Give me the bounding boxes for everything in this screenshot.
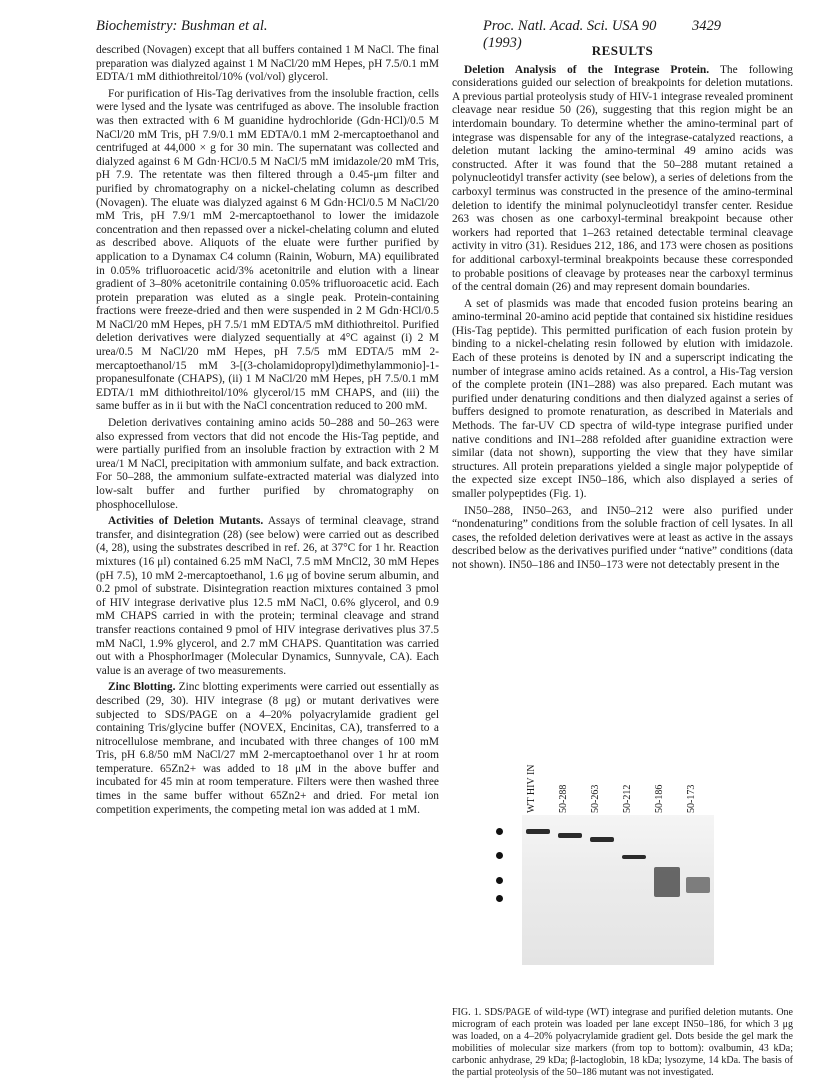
paragraph: IN50–288, IN50–263, and IN50–212 were also purified under “nondenaturing” conditions from the soluble fraction of cell lysates. In all cases, the refolded deletion derivatives were at least as active in the assays described below as the derivatives purified under “native” conditions (data not shown). IN50–186 and IN50–173 were not detectably present in the bbox=[452, 504, 793, 571]
figure-caption bbox=[452, 1007, 793, 1079]
left-column bbox=[96, 44, 439, 817]
lane-label: 50-212 bbox=[622, 784, 633, 813]
run-in-heading: Zinc Blotting. bbox=[108, 681, 176, 694]
gel-band-smear bbox=[686, 877, 710, 893]
figure-gel bbox=[482, 735, 728, 895]
paragraph: described (Novagen) except that all buffers contained 1 M NaCl. The final preparation was dialyzed against 1 M NaCl/20 mM Hepes, pH 7.5/0.1 mM EDTA/1 mM dithiothreitol/10% (vol/vol) glycerol. bbox=[96, 44, 439, 84]
gel-band bbox=[590, 837, 614, 842]
lane-label: 50-263 bbox=[590, 784, 601, 813]
caption-text: FIG. 1. SDS/PAGE of wild-type (WT) integrase and purified deletion mutants. One microgram of each protein was loaded per lane except IN50–186, for which 3 μg was loaded, on a 4–20% polyacrylamide gradient gel. Dots beside the gel mark the mobilities of molecular size markers (from top to bottom): ovalbumin, 43 kDa; carbonic anhydrase, 29 kDa; β-lactoglobin, 18 kDa; lysozyme, 14 kDa. The basis of the partial proteolysis of the 50–186 mutant was not investigated. bbox=[452, 1007, 793, 1078]
marker-dot bbox=[496, 895, 503, 902]
paragraph bbox=[96, 681, 439, 817]
run-in-heading: Deletion Analysis of the Integrase Protein. bbox=[464, 63, 710, 76]
paragraph: For purification of His-Tag derivatives from the insoluble fraction, cells were lysed and the lysate was centrifuged as above. The insoluble fraction was then extracted with 6 M guanidine hydrochloride (Gdn·HCl)/0.5 M NaCl/20 mM Tris, pH 7.9/0.1 mM EDTA/0.1 mM 2-mercaptoethanol and centrifuged at 44,000 × g for 30 min. The supernatant was collected and dialyzed against 6 M Gdn·HCl/0.5 M NaCl/5 mM imidazole/20 mM Tris, pH 7.9. The retentate was then filtered through a 0.45-μm filter and purified by chromatography on a nickel-chelating column as described (Novagen). The eluate was dialyzed against 6 M Gdn·HCl/0.5 M NaCl/20 mM Tris, pH 7.9/1 mM 2-mercaptoethanol to lower the imidazole concentration and then repassed over a nickel-chelating column and eluted as described above. Aliquots of the eluate were further purified by application to a Dynamax C4 column (Rainin, Woburn, MA) equilibrated in 0.05% trifluoroacetic acid/3% acetonitrile and elution with a linear gradient of 3–80% acetonitrile containing 0.05% trifluoroacetic acid. Each protein preparation was eluted as a single peak. Protein-containing fractions were freeze-dried and then were suspended in 2 M Gdn·HCl/0.5 M NaCl/20 mM Hepes, pH 7.5/1 mM EDTA/5 mM dithiothreitol. Purified deletion derivatives were dialyzed sequentially at 4°C against (i) 2 M urea/0.5 M NaCl/20 mM Hepes, pH 7.5/5 mM EDTA/5 mM 2-mercaptoethanol/15 mM 3-[(3-cholamidopropyl)dimethylammonio]-1-propanesulfonate (CHAPS), (ii) 1 M NaCl/20 mM Hepes, pH 7.5/0.1 mM EDTA/1 mM dithiothreitol/10% glycerol/15 mM CHAPS, and (iii) the same buffer as in ii but with the NaCl concentration reduced to 200 mM. bbox=[96, 87, 439, 413]
gel-band bbox=[526, 829, 550, 834]
gel-band-smear bbox=[654, 867, 680, 897]
gel-band bbox=[558, 833, 582, 838]
paragraph bbox=[96, 515, 439, 678]
lane-label: 50-186 bbox=[654, 784, 665, 813]
marker-dot bbox=[496, 877, 503, 884]
section-title: RESULTS bbox=[591, 43, 654, 58]
paragraph bbox=[452, 64, 793, 295]
paragraph-text: Zinc blotting experiments were carried out essentially as described (29, 30). HIV integrase (8 μg) or mutant derivatives were subjected to SDS/PAGE on a 4–20% polyacrylamide gradient gel containing Tris/glycine buffer (NOVEX, Encinitas, CA), transferred to a nitrocellulose membrane, and incubated with three changes of 100 mM Tris, pH 6.8/50 mM NaCl/27 mM 2-mercaptoethanol over 1 hr at room temperature. 65Zn2+ was added to 18 μM in the above buffer and incubated for 45 min at room temperature. Filters were then washed three times in the same buffer without 65Zn2+ and dried. For metal ion competition experiments, the competing metal ion was added at 1 mM. bbox=[96, 681, 439, 816]
gel-band bbox=[622, 855, 646, 859]
paragraph: A set of plasmids was made that encoded fusion proteins bearing an amino-terminal 20-amino acid peptide that contained six histidine residues (His-Tag peptide). This permitted purification of each fusion protein by binding to a nickel-chelating resin followed by elution with imidazole. Each of these proteins is denoted by IN and a superscript indicating the number of integrase amino acids retained. As a control, a His-Tag version of the complete protein (IN1–288) was also prepared. Each mutant was purified under denaturing conditions and then dialyzed against a series of buffers designed to promote renaturation, as described in Materials and Methods. The far-UV CD spectra of wild-type integrase purified under native conditions and IN1–288 refolded after guanidine extraction were similar (data not shown), supporting the view that they have similar structures. All protein preparations yielded a single major polypeptide of the expected size except IN50–186, which also displayed a series of smaller polypeptides (Fig. 1). bbox=[452, 297, 793, 500]
journal-citation: Proc. Natl. Acad. Sci. USA 90 (1993) bbox=[483, 18, 657, 51]
right-column bbox=[452, 44, 793, 573]
paragraph-text: Assays of terminal cleavage, strand transfer, and disintegration (28) (see below) were carried out as described (4, 28), using the substrates described in ref. 26, at 37°C for 1 hr. Reaction mixtures (16 μl) contained 6.25 mM NaCl, 7.5 mM MnCl2, 30 mM Hepes (pH 7.5), 10 mM 2-mercaptoethanol, 1.6 μg of bovine serum albumin, and 0.2 pmol of substrate. Disintegration reaction mixtures contained 3 pmol of HIV integrase derivative plus 12.5 mM NaCl, 0.6% glycerol, and 0.9 mM CHAPS carried in with the protein; terminal cleavage and strand transfer reactions contained 9 pmol of HIV integrase derivatives plus 37.5 mM NaCl, 1.9% glycerol, and 2.7 mM CHAPS. Quantitation was carried out with a PhosphorImager (Molecular Dynamics, Sunnyvale, CA). Each value is an average of two measurements. bbox=[96, 515, 439, 677]
lane-label: 50-288 bbox=[558, 784, 569, 813]
paragraph-text: The following considerations guided our selection of breakpoints for deletion mutations. A previous partial proteolysis study of HIV-1 integrase revealed prominent cleavage near residue 50 (26), suggesting that this region might be an interdomain boundary. To determine whether the amino-terminal part of integrase was dispensable for any of the integrase-catalyzed reactions, a deletion mutant lacking the amino-terminal 49 amino acids was constructed. After it was found that the 50–288 mutant retained a polynucleotidyl transfer activity (see below), a series of deletions from the carboxyl terminus was constructed in the presence of the amino-terminal deletion to identify the minimal polynucleotidyl transfer center. Residue 263 was chosen as one carboxyl-terminal breakpoint because other workers had reported that 1–263 retained detectable terminal cleavage activity in vitro (31). Residues 212, 186, and 173 were chosen as positions for additional carboxyl-terminal breakpoints because these corresponded to probable positions of cleavage by proteases near the carboxyl terminus of the central domain (26) and may represent domain boundaries. bbox=[452, 63, 793, 294]
marker-dot bbox=[496, 852, 503, 859]
run-in-heading: Activities of Deletion Mutants. bbox=[108, 515, 264, 528]
marker-dot bbox=[496, 828, 503, 835]
gel-image bbox=[522, 815, 714, 965]
paragraph: Deletion derivatives containing amino acids 50–288 and 50–263 were also expressed from vectors that did not encode the His-Tag peptide, and were partially purified from an insoluble fraction by extraction with 2 M urea/1 M NaCl, precipitation with ammonium sulfate, and back extraction. For 50–288, the ammonium sulfate-extracted material was dialyzed into low-salt buffer and further purified by chromatography on phosphocellulose. bbox=[96, 417, 439, 511]
lane-label: WT HIV IN bbox=[526, 764, 537, 813]
lane-label: 50-173 bbox=[686, 784, 697, 813]
running-header-authors: Biochemistry: Bushman et al. bbox=[96, 18, 268, 34]
page-number: 3429 bbox=[692, 18, 721, 34]
